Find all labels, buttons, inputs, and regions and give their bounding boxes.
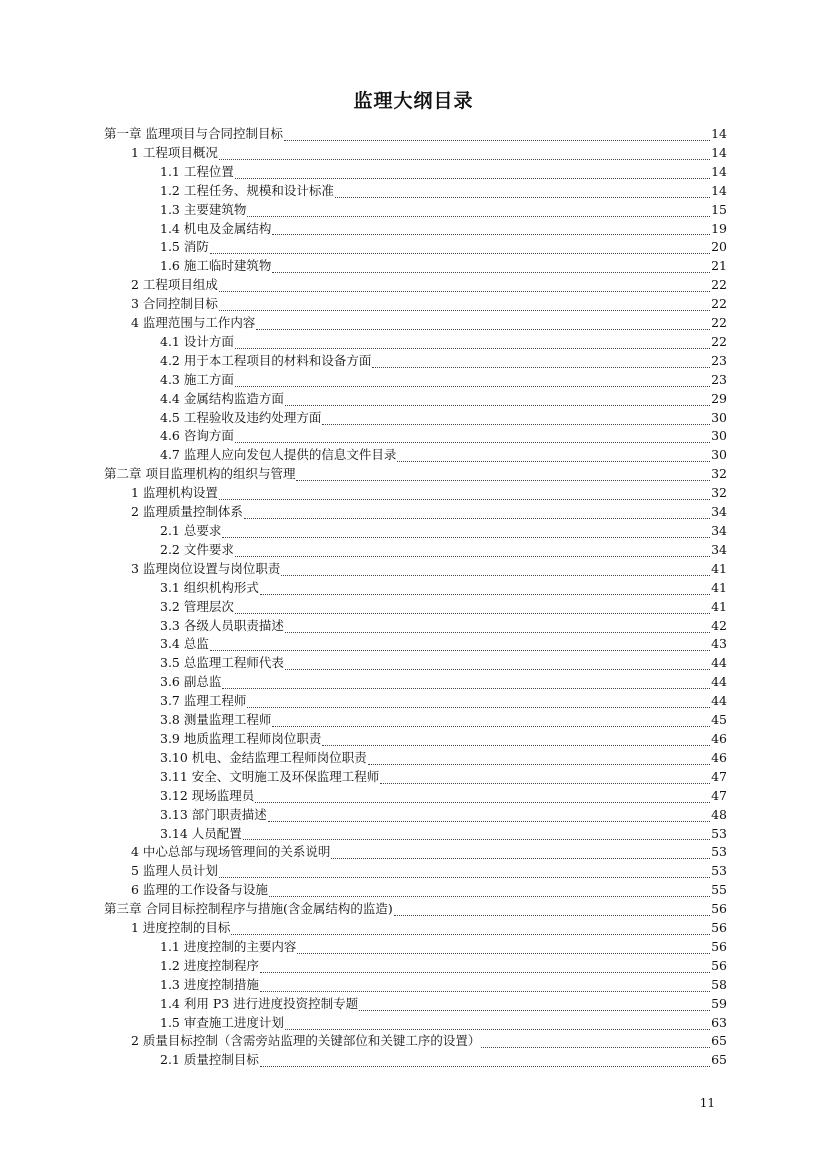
toc-entry-label: 4 中心总部与现场管理间的关系说明 xyxy=(131,844,331,860)
toc-entry-page: 41 xyxy=(711,579,727,595)
toc-dot-leader xyxy=(231,922,710,935)
toc-entry[interactable] xyxy=(104,446,727,465)
toc-entry-page: 41 xyxy=(711,560,727,576)
toc-dot-leader xyxy=(394,903,710,916)
toc-entry[interactable] xyxy=(104,333,727,352)
toc-entry-page: 23 xyxy=(711,371,727,387)
toc-entry[interactable] xyxy=(104,673,727,692)
toc-dot-leader xyxy=(260,1054,710,1067)
toc-entry[interactable] xyxy=(104,428,727,447)
toc-entry-page: 14 xyxy=(711,163,727,179)
toc-entry-label: 4.2 用于本工程项目的材料和设备方面 xyxy=(160,352,372,368)
toc-entry[interactable] xyxy=(104,484,727,503)
toc-entry-label: 5 监理人员计划 xyxy=(131,863,218,879)
toc-entry-label: 1 工程项目概况 xyxy=(131,144,218,160)
toc-entry-label: 3.13 部门职责描述 xyxy=(160,806,267,822)
toc-entry[interactable] xyxy=(104,503,727,522)
toc-entry-page: 21 xyxy=(711,258,727,274)
toc-dot-leader xyxy=(235,166,710,179)
toc-entry-label: 3.11 安全、文明施工及环保监理工程师 xyxy=(160,768,380,784)
toc-entry-page: 15 xyxy=(711,201,727,217)
toc-entry-label: 2 质量目标控制（含需旁站监理的关键部位和关键工序的设置） xyxy=(131,1033,481,1049)
toc-dot-leader xyxy=(296,468,710,481)
toc-entry[interactable] xyxy=(104,201,727,220)
toc-entry[interactable] xyxy=(104,938,727,957)
toc-dot-leader xyxy=(285,620,710,633)
toc-entry[interactable] xyxy=(104,163,727,182)
toc-entry[interactable] xyxy=(104,182,727,201)
toc-entry-label: 4.4 金属结构监造方面 xyxy=(160,390,284,406)
toc-entry[interactable] xyxy=(104,617,727,636)
toc-entry-page: 45 xyxy=(711,712,727,728)
toc-entry-label: 4.3 施工方面 xyxy=(160,371,234,387)
toc-entry[interactable] xyxy=(104,976,727,995)
toc-entry-label: 4.6 咨询方面 xyxy=(160,428,234,444)
toc-entry-page: 53 xyxy=(711,863,727,879)
table-of-contents xyxy=(104,125,727,1070)
toc-entry[interactable] xyxy=(104,862,727,881)
toc-entry-label: 3.12 现场监理员 xyxy=(160,787,255,803)
page-title: 监理大纲目录 xyxy=(353,90,474,112)
toc-entry-page: 19 xyxy=(711,220,727,236)
toc-entry[interactable] xyxy=(104,465,727,484)
toc-dot-leader xyxy=(285,657,710,670)
toc-entry-label: 2.1 质量控制目标 xyxy=(160,1052,259,1068)
toc-dot-leader xyxy=(285,1017,710,1030)
toc-entry-label: 第一章 监理项目与合同控制目标 xyxy=(104,125,283,141)
toc-dot-leader xyxy=(244,506,710,519)
toc-entry-label: 1.1 工程位置 xyxy=(160,163,234,179)
toc-entry-page: 29 xyxy=(711,390,727,406)
toc-dot-leader xyxy=(272,260,710,273)
toc-entry[interactable] xyxy=(104,1051,727,1070)
toc-entry[interactable] xyxy=(104,257,727,276)
toc-entry-page: 53 xyxy=(711,844,727,860)
toc-dot-leader xyxy=(235,544,710,557)
toc-dot-leader xyxy=(281,563,710,576)
toc-entry-page: 20 xyxy=(711,239,727,255)
toc-entry-label: 1 监理机构设置 xyxy=(131,485,218,501)
toc-entry-label: 4 监理范围与工作内容 xyxy=(131,315,256,331)
toc-entry[interactable] xyxy=(104,900,727,919)
toc-entry-page: 32 xyxy=(711,485,727,501)
toc-entry[interactable] xyxy=(104,295,727,314)
toc-dot-leader xyxy=(222,676,710,689)
toc-entry-label: 1.4 利用 P3 进行进度投资控制专题 xyxy=(160,995,359,1011)
toc-dot-leader xyxy=(272,222,710,235)
toc-entry-label: 3.8 测量监理工程师 xyxy=(160,712,272,728)
toc-entry-label: 6 监理的工作设备与设施 xyxy=(131,882,268,898)
toc-entry[interactable] xyxy=(104,598,727,617)
toc-entry-label: 2 监理质量控制体系 xyxy=(131,504,243,520)
toc-entry[interactable] xyxy=(104,957,727,976)
toc-entry-page: 55 xyxy=(711,882,727,898)
toc-dot-leader xyxy=(380,771,710,784)
toc-entry-label: 第三章 合同目标控制程序与措施(含金属结构的监造) xyxy=(104,901,393,917)
toc-dot-leader xyxy=(222,525,710,538)
toc-entry-label: 4.5 工程验收及违约处理方面 xyxy=(160,409,322,425)
toc-entry[interactable] xyxy=(104,371,727,390)
toc-entry-label: 1.2 工程任务、规模和设计标准 xyxy=(160,182,334,198)
toc-dot-leader xyxy=(368,752,710,765)
toc-dot-leader xyxy=(481,1035,710,1048)
toc-dot-leader xyxy=(272,714,710,727)
toc-entry-label: 3.6 副总监 xyxy=(160,674,222,690)
toc-dot-leader xyxy=(235,601,710,614)
toc-entry[interactable] xyxy=(104,314,727,333)
toc-entry[interactable] xyxy=(104,730,727,749)
toc-entry-page: 34 xyxy=(711,523,727,539)
toc-entry-page: 53 xyxy=(711,825,727,841)
toc-entry-page: 30 xyxy=(711,428,727,444)
toc-dot-leader xyxy=(335,185,710,198)
toc-dot-leader xyxy=(247,695,710,708)
toc-dot-leader xyxy=(219,298,710,311)
toc-entry-page: 14 xyxy=(711,182,727,198)
toc-entry-page: 47 xyxy=(711,787,727,803)
toc-entry[interactable] xyxy=(104,995,727,1014)
toc-entry-page: 30 xyxy=(711,409,727,425)
toc-entry-page: 47 xyxy=(711,768,727,784)
toc-entry[interactable] xyxy=(104,919,727,938)
toc-entry[interactable] xyxy=(104,390,727,409)
toc-entry-label: 1.6 施工临时建筑物 xyxy=(160,258,272,274)
toc-entry-label: 第二章 项目监理机构的组织与管理 xyxy=(104,466,296,482)
toc-entry[interactable] xyxy=(104,352,727,371)
toc-entry-page: 63 xyxy=(711,1014,727,1030)
toc-entry[interactable] xyxy=(104,238,727,257)
toc-entry-label: 2 工程项目组成 xyxy=(131,277,218,293)
toc-dot-leader xyxy=(255,790,710,803)
toc-entry-label: 4.7 监理人应向发包人提供的信息文件目录 xyxy=(160,447,397,463)
toc-entry-label: 1.1 进度控制的主要内容 xyxy=(160,938,297,954)
toc-dot-leader xyxy=(269,884,710,897)
toc-entry-page: 46 xyxy=(711,749,727,765)
toc-entry-page: 46 xyxy=(711,730,727,746)
toc-entry-label: 3.9 地质监理工程师岗位职责 xyxy=(160,730,322,746)
toc-entry[interactable] xyxy=(104,560,727,579)
toc-entry-page: 41 xyxy=(711,598,727,614)
toc-entry-label: 3 监理岗位设置与岗位职责 xyxy=(131,560,281,576)
toc-entry-page: 58 xyxy=(711,976,727,992)
toc-entry-page: 56 xyxy=(711,901,727,917)
toc-dot-leader xyxy=(219,279,710,292)
toc-entry[interactable] xyxy=(104,579,727,598)
toc-dot-leader xyxy=(219,487,710,500)
toc-entry-label: 3.5 总监理工程师代表 xyxy=(160,655,284,671)
toc-dot-leader xyxy=(256,317,710,330)
toc-entry-page: 14 xyxy=(711,125,727,141)
toc-dot-leader xyxy=(331,846,710,859)
toc-entry[interactable] xyxy=(104,749,727,768)
toc-entry[interactable] xyxy=(104,881,727,900)
toc-entry-page: 22 xyxy=(711,296,727,312)
toc-entry[interactable] xyxy=(104,654,727,673)
toc-dot-leader xyxy=(322,733,710,746)
toc-entry-page: 48 xyxy=(711,806,727,822)
toc-dot-leader xyxy=(260,960,710,973)
toc-entry[interactable] xyxy=(104,711,727,730)
toc-entry-page: 56 xyxy=(711,957,727,973)
toc-entry-page: 65 xyxy=(711,1052,727,1068)
toc-entry-page: 44 xyxy=(711,674,727,690)
toc-dot-leader xyxy=(284,128,710,141)
toc-entry-page: 14 xyxy=(711,144,727,160)
toc-entry-label: 1.4 机电及金属结构 xyxy=(160,220,272,236)
toc-entry-page: 44 xyxy=(711,693,727,709)
toc-dot-leader xyxy=(235,430,710,443)
toc-entry-page: 59 xyxy=(711,995,727,1011)
toc-entry[interactable] xyxy=(104,843,727,862)
toc-dot-leader xyxy=(322,412,710,425)
toc-entry-label: 3 合同控制目标 xyxy=(131,296,218,312)
toc-entry-label: 2.1 总要求 xyxy=(160,523,222,539)
toc-dot-leader xyxy=(235,374,710,387)
toc-entry-label: 3.7 监理工程师 xyxy=(160,693,247,709)
page-number: 11 xyxy=(699,1096,715,1110)
toc-entry-page: 65 xyxy=(711,1033,727,1049)
toc-entry-page: 42 xyxy=(711,617,727,633)
toc-entry-page: 34 xyxy=(711,541,727,557)
toc-entry[interactable] xyxy=(104,144,727,163)
toc-entry[interactable] xyxy=(104,125,727,144)
toc-entry-page: 44 xyxy=(711,655,727,671)
toc-entry[interactable] xyxy=(104,692,727,711)
toc-dot-leader xyxy=(297,941,710,954)
toc-entry-label: 2.2 文件要求 xyxy=(160,541,234,557)
toc-dot-leader xyxy=(359,998,710,1011)
toc-entry[interactable] xyxy=(104,635,727,654)
toc-dot-leader xyxy=(210,638,710,651)
toc-entry-page: 23 xyxy=(711,352,727,368)
toc-entry-label: 3.2 管理层次 xyxy=(160,598,234,614)
toc-dot-leader xyxy=(219,147,710,160)
toc-entry-page: 43 xyxy=(711,636,727,652)
toc-entry[interactable] xyxy=(104,276,727,295)
toc-entry-page: 32 xyxy=(711,466,727,482)
toc-entry[interactable] xyxy=(104,220,727,239)
toc-dot-leader xyxy=(397,449,710,462)
toc-entry-label: 1.5 审查施工进度计划 xyxy=(160,1014,284,1030)
toc-dot-leader xyxy=(268,809,710,822)
toc-entry[interactable] xyxy=(104,768,727,787)
toc-entry-label: 3.10 机电、金结监理工程师岗位职责 xyxy=(160,749,367,765)
toc-entry-label: 1.3 进度控制措施 xyxy=(160,976,259,992)
toc-entry-label: 1.3 主要建筑物 xyxy=(160,201,247,217)
toc-entry-page: 22 xyxy=(711,333,727,349)
toc-entry-page: 56 xyxy=(711,920,727,936)
toc-entry-label: 3.4 总监 xyxy=(160,636,209,652)
toc-entry-label: 1.2 进度控制程序 xyxy=(160,957,259,973)
toc-entry[interactable] xyxy=(104,825,727,844)
toc-dot-leader xyxy=(247,204,710,217)
toc-entry-label: 3.3 各级人员职责描述 xyxy=(160,617,284,633)
toc-entry[interactable] xyxy=(104,541,727,560)
toc-entry[interactable] xyxy=(104,1033,727,1052)
toc-entry-label: 4.1 设计方面 xyxy=(160,333,234,349)
toc-dot-leader xyxy=(210,241,710,254)
toc-entry[interactable] xyxy=(104,409,727,428)
toc-entry[interactable] xyxy=(104,806,727,825)
toc-entry-page: 34 xyxy=(711,504,727,520)
toc-entry-page: 56 xyxy=(711,938,727,954)
toc-entry[interactable] xyxy=(104,787,727,806)
toc-dot-leader xyxy=(260,582,710,595)
toc-entry-page: 22 xyxy=(711,315,727,331)
toc-dot-leader xyxy=(243,827,710,840)
toc-entry[interactable] xyxy=(104,1014,727,1033)
toc-entry-page: 30 xyxy=(711,447,727,463)
toc-entry-label: 1.5 消防 xyxy=(160,239,209,255)
toc-dot-leader xyxy=(219,865,710,878)
toc-dot-leader xyxy=(372,355,710,368)
toc-entry-label: 3.1 组织机构形式 xyxy=(160,579,259,595)
toc-entry-page: 22 xyxy=(711,277,727,293)
toc-dot-leader xyxy=(235,336,710,349)
toc-entry[interactable] xyxy=(104,522,727,541)
toc-entry-label: 3.14 人员配置 xyxy=(160,825,242,841)
toc-dot-leader xyxy=(260,979,710,992)
toc-dot-leader xyxy=(285,393,710,406)
toc-entry-label: 1 进度控制的目标 xyxy=(131,920,231,936)
